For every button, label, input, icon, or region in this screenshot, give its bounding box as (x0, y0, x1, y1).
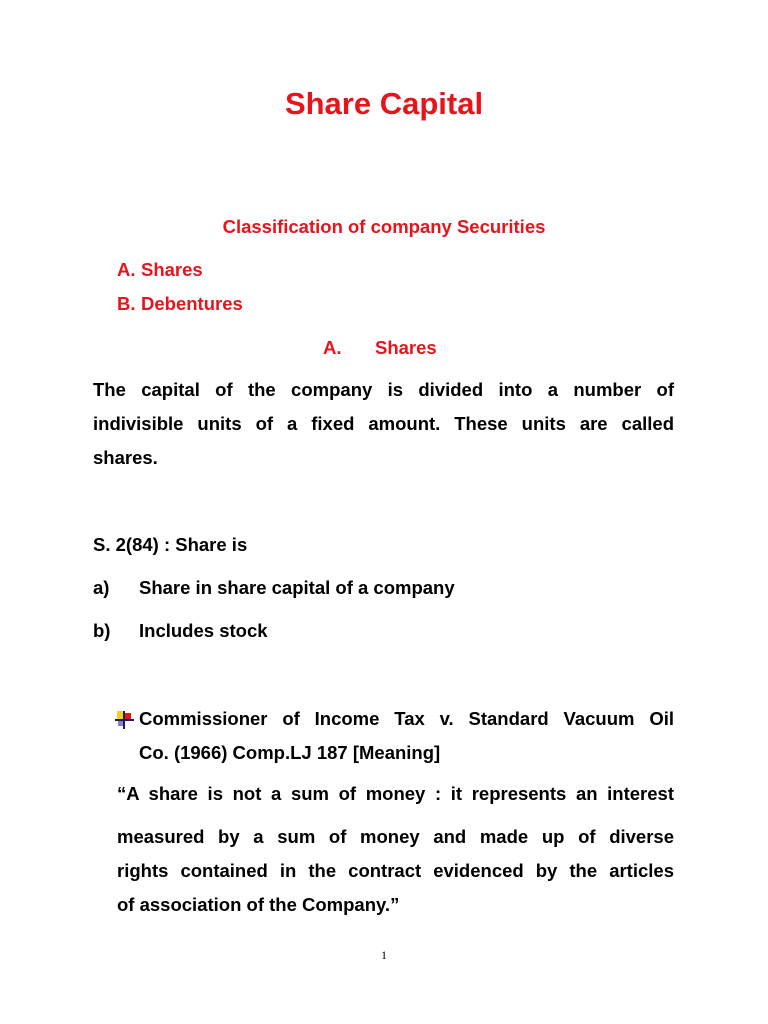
list-marker: B. (117, 293, 136, 314)
citation-line: Commissioner of Income Tax v. Standard Vacuum Oil (139, 708, 674, 729)
classification-heading: Classification of company Securities (222, 216, 546, 237)
definition-label: S. 2(84) : Share is (93, 534, 248, 555)
classification-item-shares (117, 259, 203, 281)
classification-item-debentures (117, 293, 243, 315)
page-number: 1 (381, 948, 387, 962)
case-citation (117, 702, 674, 770)
list-item-label: Debentures (141, 293, 243, 314)
definition-item (93, 620, 268, 642)
definition-item (93, 577, 455, 599)
section-heading-shares (323, 337, 437, 359)
paragraph-line: The capital of the company is divided into a number of (93, 379, 674, 400)
definition-marker: b) (93, 620, 111, 641)
quote-line: “A share is not a sum of money : it represents an interest (117, 783, 674, 804)
paragraph-line: indivisible units of a fixed amount. These units are called (93, 413, 674, 434)
bullet-cross-icon (115, 711, 135, 729)
quote-line: measured by a sum of money and made up of diverse (117, 826, 674, 847)
case-quote (117, 777, 674, 922)
quote-line: of association of the Company.” (117, 894, 400, 915)
definition-marker: a) (93, 577, 110, 598)
intro-paragraph (93, 373, 674, 475)
list-item-label: Shares (141, 259, 203, 280)
list-marker: A. (117, 259, 136, 280)
section-label: Shares (375, 337, 437, 358)
citation-line: Co. (1966) Comp.LJ 187 [Meaning] (139, 742, 441, 763)
definition-text: Share in share capital of a company (139, 577, 455, 598)
document-title: Share Capital (284, 86, 484, 121)
definition-text: Includes stock (139, 620, 268, 641)
section-marker: A. (323, 337, 342, 358)
quote-line: rights contained in the contract evidenced by the articles (117, 860, 674, 881)
paragraph-line: shares. (93, 447, 158, 468)
